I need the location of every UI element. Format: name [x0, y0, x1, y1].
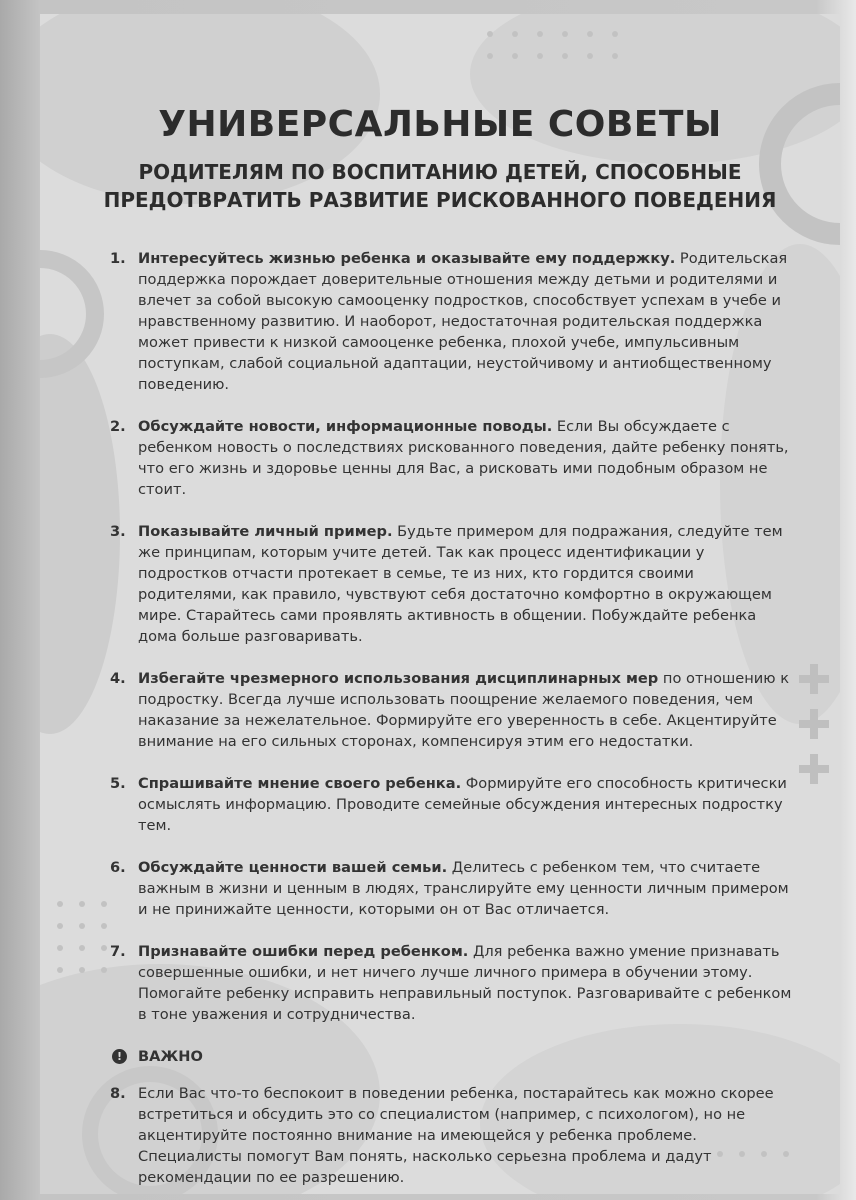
- tip-text: Для ребенка важно умение признавать совершенные ошибки, и нет ничего лучше личного примера в обучении этому. Помогайте ребенку исправить неправильный поступок. Разговаривайте с ребенком в тоне уважения и сотрудничества.: [138, 943, 792, 1023]
- tip-item-2: [110, 416, 792, 500]
- tip-text: по отношению к подростку. Всегда лучше использовать поощрение желаемого поведения, чем наказание за нежелательное. Формируйте его уверенность в себе. Акцентируйте внимание на его сильных сторонах, компенсируя этим его недостатки.: [138, 670, 790, 750]
- tip-item-6: [110, 857, 792, 920]
- tip-item-5: [110, 773, 792, 836]
- tip-heading: Избегайте чрезмерного использования дисциплинарных мер: [138, 670, 659, 687]
- tip-heading: Признавайте ошибки перед ребенком.: [138, 943, 469, 960]
- page-title: УНИВЕРСАЛЬНЫЕ СОВЕТЫ: [158, 104, 722, 145]
- tip-text: Если Вы обсуждаете с ребенком новость о последствиях рискованного поведения, дайте ребенку понять, что его жизнь и здоровье ценны для Вас, а рисковать ими подобным образом не стоит.: [138, 418, 789, 498]
- page-subtitle-line2: ПРЕДОТВРАТИТЬ РАЗВИТИЕ РИСКОВАННОГО ПОВЕДЕНИЯ: [103, 188, 777, 212]
- tip-item-7: [110, 941, 792, 1025]
- tip-heading: Спрашивайте мнение своего ребенка.: [138, 775, 462, 792]
- tip-number: 8.: [110, 1085, 126, 1102]
- tip-item-1: [110, 248, 792, 395]
- tips-list: [110, 248, 792, 1194]
- tip-number: 6.: [110, 859, 126, 876]
- tip-heading: Обсуждайте ценности вашей семьи.: [138, 859, 448, 876]
- tip-item-8: [110, 1083, 792, 1188]
- tip-text: Формируйте его способность критически осмыслять информацию. Проводите семейные обсуждения интересных подростку тем.: [138, 775, 787, 834]
- tip-item-4: [110, 668, 792, 752]
- important-section-heading: [110, 1046, 792, 1067]
- tip-number: 3.: [110, 523, 126, 540]
- tip-number: 7.: [110, 943, 126, 960]
- tip-text: Если Вас что-то беспокоит в поведении ребенка, постарайтесь как можно скорее встретиться и обсудить это со специалистом (например, с психологом), но не акцентируйте постоянно внимание на имеющейся у ребенка проблеме. Специалисты помогут Вам понять, насколько серьезна проблема и дадут рекомендации по ее разрешению.: [138, 1085, 774, 1186]
- tip-item-3: [110, 521, 792, 647]
- tip-heading: Показывайте личный пример.: [138, 523, 393, 540]
- tip-text: Делитесь с ребенком тем, что считаете важным в жизни и ценным в людях, транслируйте ему ценности личным примером и не принижайте ценности, которыми он от Вас отличается.: [138, 859, 789, 918]
- document-page: [40, 14, 840, 1194]
- tip-heading: Обсуждайте новости, информационные поводы.: [138, 418, 553, 435]
- tip-text: Будьте примером для подражания, следуйте тем же принципам, которым учите детей. Так как процесс идентификации у подростков отчасти протекает в семье, те из них, кто гордится своими родителями, как правило, чувствуют себя достаточно комфортно в окружающем мире. Старайтесь сами проявлять активность в общении. Побуждайте ребенка дома больше разговаривать.: [138, 523, 783, 645]
- important-label: ВАЖНО: [138, 1048, 203, 1065]
- tip-number: 4.: [110, 670, 126, 687]
- tip-number: 1.: [110, 250, 126, 267]
- tip-heading: Интересуйтесь жизнью ребенка и оказывайте ему поддержку.: [138, 250, 676, 267]
- tip-number: 2.: [110, 418, 126, 435]
- exclamation-icon: !: [112, 1049, 127, 1064]
- page-subtitle-line1: РОДИТЕЛЯМ ПО ВОСПИТАНИЮ ДЕТЕЙ, СПОСОБНЫЕ: [138, 160, 742, 184]
- tip-number: 5.: [110, 775, 126, 792]
- tip-text: Родительская поддержка порождает доверительные отношения между детьми и родителями и влечет за собой высокую самооценку подростков, способствует успехам в учебе и нравственному развитию. И наоборот, недостаточная родительская поддержка может привести к низкой самооценке ребенка, плохой учебе, импульсивным поступкам, слабой социальной адаптации, неустойчивому и антиобщественному поведению.: [138, 250, 788, 393]
